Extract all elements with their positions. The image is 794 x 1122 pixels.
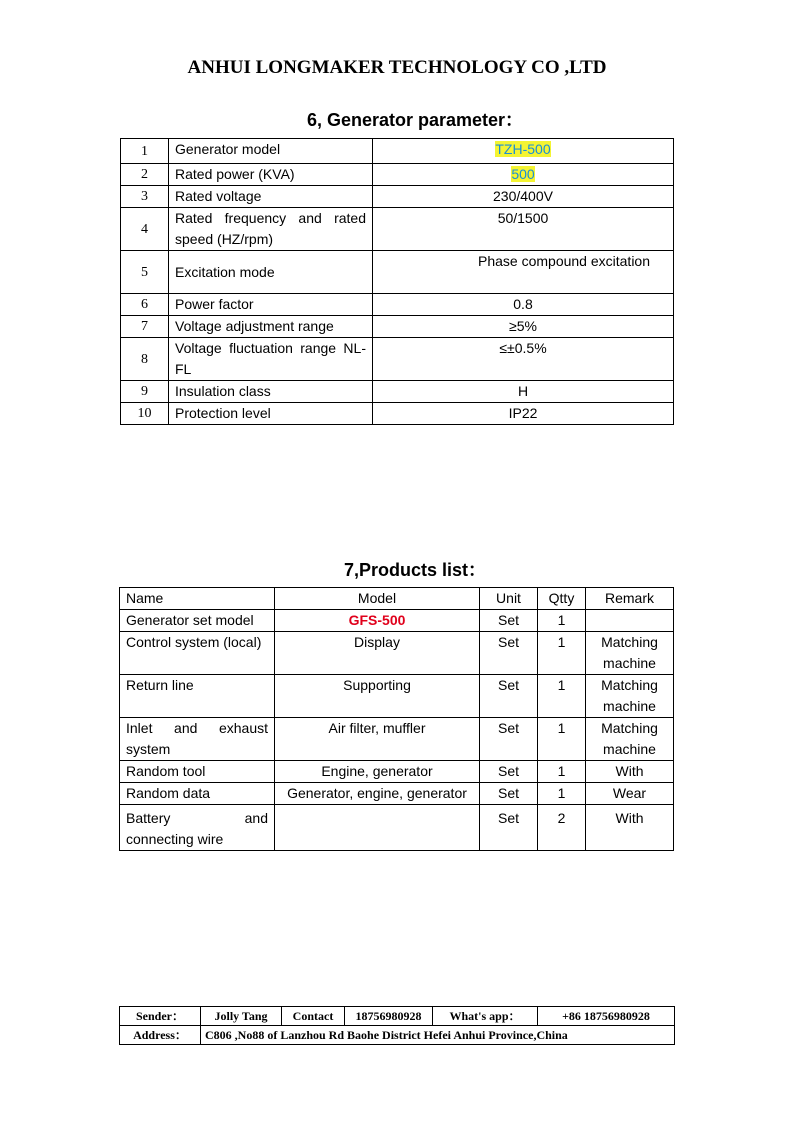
param-value: ≥5% — [373, 316, 674, 338]
table-row — [121, 186, 674, 208]
table-row — [121, 338, 674, 381]
product-name: Battery and connecting wire — [120, 805, 275, 851]
product-remark: With — [586, 761, 674, 783]
product-model: Air filter, muffler — [275, 718, 480, 761]
product-remark — [586, 610, 674, 632]
table-row — [121, 403, 674, 425]
table-row — [120, 805, 674, 851]
table-row — [121, 208, 674, 251]
row-number: 3 — [121, 186, 169, 208]
product-unit: Set — [480, 718, 538, 761]
row-number: 2 — [121, 164, 169, 186]
whatsapp-value: +86 18756980928 — [538, 1007, 675, 1026]
product-remark: Matching machine — [586, 718, 674, 761]
table-row — [121, 139, 674, 164]
table-row — [121, 251, 674, 294]
param-label: Generator model — [169, 139, 373, 164]
products-list-title: 7,Products list： — [343, 560, 487, 580]
param-label: Protection level — [169, 403, 373, 425]
company-name: ANHUI LONGMAKER TECHNOLOGY CO ,LTD — [187, 57, 607, 78]
product-model — [275, 805, 480, 851]
product-qtty: 1 — [538, 718, 586, 761]
product-name: Inlet and exhaust system — [120, 718, 275, 761]
param-value: 230/400V — [373, 186, 674, 208]
product-unit: Set — [480, 632, 538, 675]
row-number: 9 — [121, 381, 169, 403]
row-number: 10 — [121, 403, 169, 425]
sender-value: Jolly Tang — [201, 1007, 282, 1026]
product-remark: Matching machine — [586, 632, 674, 675]
table-header-row — [120, 588, 674, 610]
product-model: Display — [275, 632, 480, 675]
contact-label: Contact — [282, 1007, 345, 1026]
product-qtty: 1 — [538, 675, 586, 718]
sender-label: Sender： — [120, 1007, 201, 1026]
products-table — [119, 587, 674, 851]
product-unit: Set — [480, 761, 538, 783]
table-row — [120, 675, 674, 718]
row-number: 7 — [121, 316, 169, 338]
product-model: Engine, generator — [275, 761, 480, 783]
product-unit: Set — [480, 783, 538, 805]
param-value: IP22 — [373, 403, 674, 425]
param-value: 0.8 — [373, 294, 674, 316]
generator-parameter-table — [120, 138, 674, 425]
param-value — [373, 164, 674, 186]
table-row — [120, 761, 674, 783]
param-label: Excitation mode — [169, 251, 373, 294]
product-remark: Wear — [586, 783, 674, 805]
row-number: 8 — [121, 338, 169, 381]
table-row — [120, 718, 674, 761]
table-row — [121, 381, 674, 403]
table-row — [120, 632, 674, 675]
generator-model-value: TZH-500 — [495, 141, 551, 157]
product-qtty: 1 — [538, 632, 586, 675]
whatsapp-label: What's app： — [433, 1007, 538, 1026]
generator-parameter-title: 6, Generator parameter： — [306, 110, 524, 130]
rated-power-value: 500 — [511, 166, 535, 182]
contact-value: 18756980928 — [345, 1007, 433, 1026]
product-qtty: 1 — [538, 610, 586, 632]
address-value: C806 ,No88 of Lanzhou Rd Baohe District Hefei Anhui Province,China — [201, 1026, 675, 1045]
table-row — [120, 783, 674, 805]
table-row — [121, 294, 674, 316]
header-name: Name — [120, 588, 275, 610]
contact-info-table — [119, 1006, 675, 1045]
param-label: Rated power (KVA) — [169, 164, 373, 186]
product-name: Return line — [120, 675, 275, 718]
param-value — [373, 139, 674, 164]
header-remark: Remark — [586, 588, 674, 610]
product-name: Random data — [120, 783, 275, 805]
row-number: 5 — [121, 251, 169, 294]
product-qtty: 2 — [538, 805, 586, 851]
table-row — [121, 164, 674, 186]
param-value: H — [373, 381, 674, 403]
table-row — [121, 316, 674, 338]
header-unit: Unit — [480, 588, 538, 610]
product-remark: With — [586, 805, 674, 851]
param-value: 50/1500 — [373, 208, 674, 251]
row-number: 6 — [121, 294, 169, 316]
address-label: Address： — [120, 1026, 201, 1045]
param-label: Rated frequency and rated speed (HZ/rpm) — [169, 208, 373, 251]
product-qtty: 1 — [538, 761, 586, 783]
product-model: Supporting — [275, 675, 480, 718]
address-row — [120, 1026, 675, 1045]
product-unit: Set — [480, 675, 538, 718]
row-number: 4 — [121, 208, 169, 251]
contact-row — [120, 1007, 675, 1026]
param-label: Power factor — [169, 294, 373, 316]
param-label: Voltage adjustment range — [169, 316, 373, 338]
product-qtty: 1 — [538, 783, 586, 805]
header-model: Model — [275, 588, 480, 610]
product-unit: Set — [480, 610, 538, 632]
product-name: Random tool — [120, 761, 275, 783]
header-qtty: Qtty — [538, 588, 586, 610]
param-label: Insulation class — [169, 381, 373, 403]
product-name: Generator set model — [120, 610, 275, 632]
product-model: GFS-500 — [275, 610, 480, 632]
table-row — [120, 610, 674, 632]
row-number: 1 — [121, 139, 169, 164]
param-value: ≤±0.5% — [373, 338, 674, 381]
param-label: Voltage fluctuation range NL-FL — [169, 338, 373, 381]
param-label: Rated voltage — [169, 186, 373, 208]
product-unit: Set — [480, 805, 538, 851]
product-remark: Matching machine — [586, 675, 674, 718]
param-value: Phase compound excitation — [373, 251, 674, 294]
product-name: Control system (local) — [120, 632, 275, 675]
product-model: Generator, engine, generator — [275, 783, 480, 805]
